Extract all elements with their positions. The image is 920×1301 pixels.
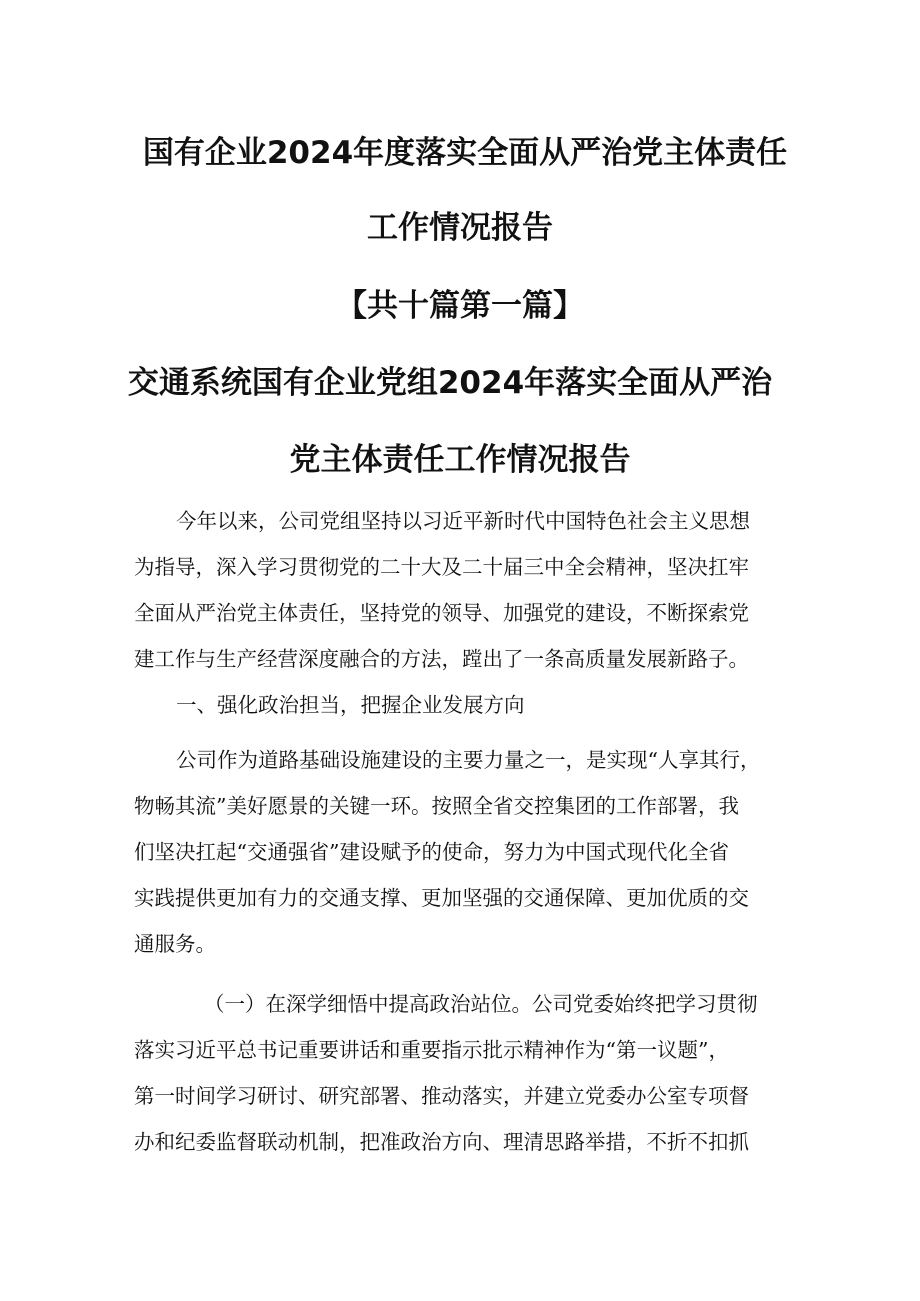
text-line: 办和纪委监督联动机制，把准政治方向、理清思路举措，不折不扣抓 bbox=[134, 1130, 749, 1154]
text-line: 公司作为道路基础设施建设的主要力量之一，是实现“人享其行， bbox=[176, 748, 761, 772]
document-title-line-2: 工作情况报告 bbox=[367, 210, 553, 246]
text-line: 为指导，深入学习贯彻党的二十大及二十届三中全会精神，坚决扛牢 bbox=[134, 555, 749, 579]
text-line: 全面从严治党主体责任，坚持党的领导、加强党的建设，不断探索党 bbox=[134, 601, 749, 625]
document-subtitle-part: 【共十篇第一篇】 bbox=[336, 288, 584, 324]
document-article-title-line-2: 党主体责任工作情况报告 bbox=[289, 442, 631, 478]
section-heading bbox=[134, 682, 794, 728]
text-line: 落实习近平总书记重要讲话和重要指示批示精神作为“第一议题”， bbox=[134, 1038, 729, 1062]
text-line: 第一时间学习研讨、研究部署、推动落实，并建立党委办公室专项督 bbox=[134, 1084, 749, 1108]
document-article-title-line-1: 交通系统国有企业党组2024年落实全面从严治 bbox=[127, 365, 773, 401]
text-line: 实践提供更加有力的交通支撑、更加坚强的交通保障、更加优质的交 bbox=[134, 886, 749, 910]
paragraph-subsection-1 bbox=[134, 981, 794, 1165]
text-line: 物畅其流”美好愿景的关键一环。按照全省交控集团的工作部署，我 bbox=[134, 794, 739, 818]
document-title-line-1: 国有企业2024年度落实全面从严治党主体责任 bbox=[142, 135, 788, 171]
text-line: 通服务。 bbox=[134, 932, 216, 956]
text-line: （一）在深学细悟中提高政治站位。公司党委始终把学习贯彻 bbox=[204, 992, 758, 1016]
paragraph-intro bbox=[134, 498, 794, 682]
text-line: 建工作与生产经营深度融合的方法，蹚出了一条高质量发展新路子。 bbox=[134, 647, 749, 671]
text-line: 们坚决扛起“交通强省”建设赋予的使命，努力为中国式现代化全省 bbox=[134, 840, 729, 864]
paragraph-section-1 bbox=[134, 737, 794, 967]
section-heading-text: 一、强化政治担当，把握企业发展方向 bbox=[176, 693, 525, 717]
text-line: 今年以来，公司党组坚持以习近平新时代中国特色社会主义思想 bbox=[176, 509, 750, 533]
